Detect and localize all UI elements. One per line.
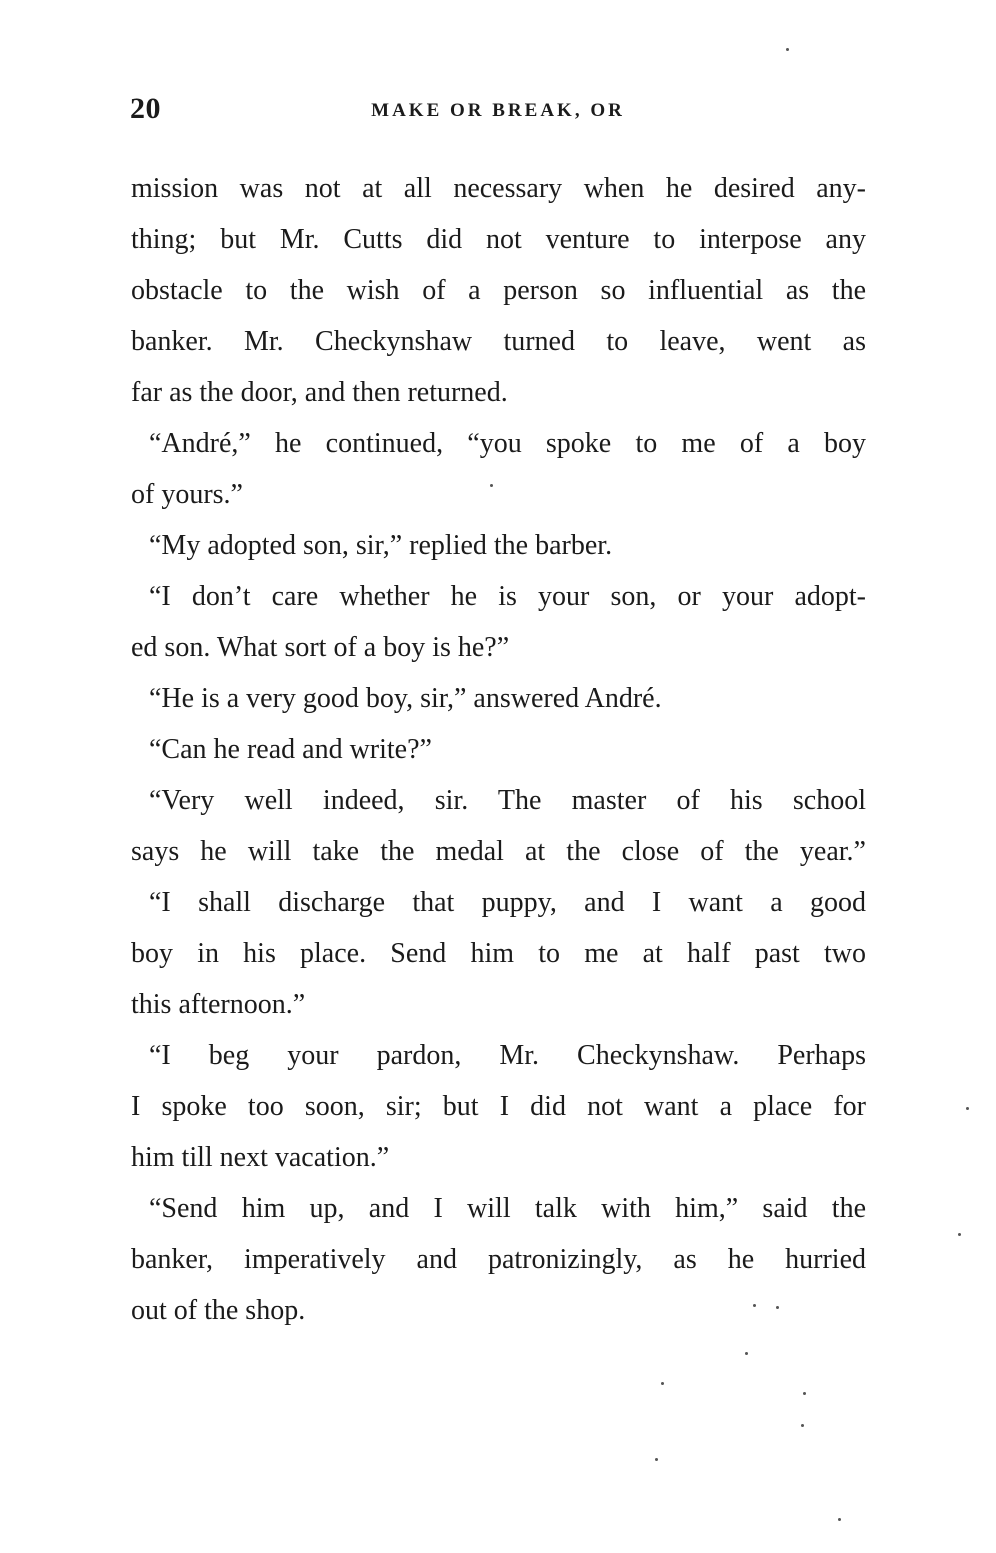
text-line: obstacle to the wish of a person so influential as the (131, 275, 866, 306)
text-line: far as the door, and then returned. (131, 377, 508, 408)
text-line: out of the shop. (131, 1295, 306, 1326)
text-line: banker. Mr. Checkynshaw turned to leave, went as (131, 326, 866, 357)
text-line: “I don’t care whether he is your son, or your adopt- (149, 581, 866, 612)
page-number: 20 (130, 92, 161, 125)
body-text (131, 163, 866, 1336)
page-header (130, 92, 866, 132)
text-line: “Can he read and write?” (149, 734, 432, 765)
scan-speck (490, 484, 493, 487)
scan-speck (753, 1304, 756, 1307)
text-line: of yours.” (131, 479, 243, 510)
text-line: thing; but Mr. Cutts did not venture to interpose any (131, 224, 866, 255)
text-line: banker, imperatively and patronizingly, as he hurried (131, 1244, 866, 1275)
scan-speck (958, 1233, 961, 1236)
text-line: him till next vacation.” (131, 1142, 390, 1173)
scan-speck (661, 1382, 664, 1385)
text-line: I spoke too soon, sir; but I did not want a place for (131, 1091, 866, 1122)
text-line: “My adopted son, sir,” replied the barber. (149, 530, 613, 561)
text-line: this afternoon.” (131, 989, 306, 1020)
text-line: boy in his place. Send him to me at half past two (131, 938, 866, 969)
scan-speck (838, 1518, 841, 1521)
text-line: “I shall discharge that puppy, and I want a good (149, 887, 866, 918)
text-line: says he will take the medal at the close of the year.” (131, 836, 866, 867)
scan-speck (801, 1424, 804, 1427)
text-line: ed son. What sort of a boy is he?” (131, 632, 510, 663)
text-line: “I beg your pardon, Mr. Checkynshaw. Perhaps (149, 1040, 866, 1071)
scan-speck (803, 1392, 806, 1395)
running-head: MAKE OR BREAK, OR (371, 100, 625, 121)
text-line: “André,” he continued, “you spoke to me of a boy (149, 428, 866, 459)
text-line: “Send him up, and I will talk with him,” said the (149, 1193, 866, 1224)
text-line: mission was not at all necessary when he desired any- (131, 173, 866, 204)
scan-speck (745, 1352, 748, 1355)
scan-speck (655, 1458, 658, 1461)
text-line: “Very well indeed, sir. The master of his school (149, 785, 866, 816)
scan-speck (966, 1107, 969, 1110)
scan-speck (786, 48, 789, 51)
text-line: “He is a very good boy, sir,” answered André. (149, 683, 662, 714)
scan-speck (776, 1306, 779, 1309)
